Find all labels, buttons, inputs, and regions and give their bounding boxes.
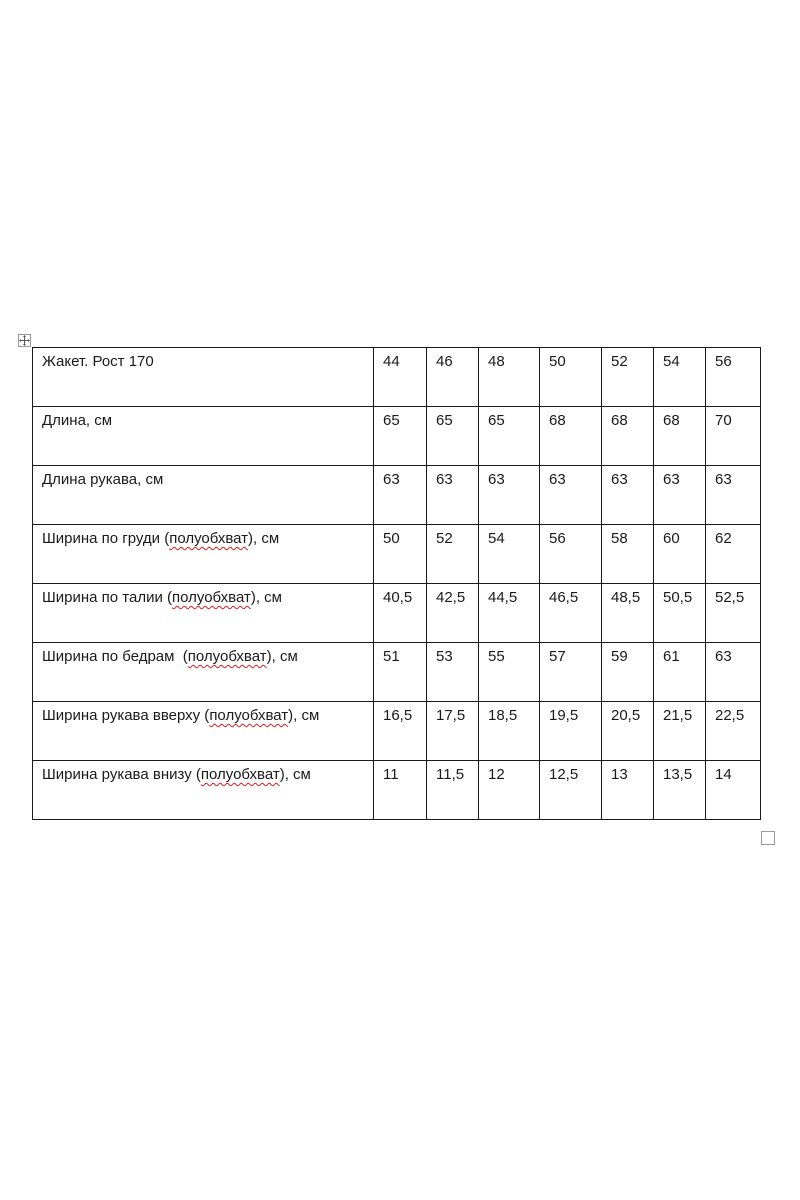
value-cell[interactable]: [479, 761, 540, 820]
value-cell[interactable]: [706, 761, 761, 820]
value-cell[interactable]: [427, 643, 479, 702]
row-label-cell[interactable]: [33, 702, 374, 761]
row-label-cell[interactable]: [33, 584, 374, 643]
row-label-pre: Ширина по талии (: [42, 589, 172, 606]
cell-value: 63: [715, 471, 732, 488]
cell-value: 52,5: [715, 589, 745, 606]
cell-value: 63: [488, 471, 505, 488]
cell-value: 54: [488, 530, 505, 547]
cell-value: 12,5: [549, 766, 579, 783]
row-label-cell[interactable]: [33, 466, 374, 525]
value-cell[interactable]: [602, 702, 654, 761]
value-cell[interactable]: [427, 584, 479, 643]
value-cell[interactable]: [654, 702, 706, 761]
value-cell[interactable]: [602, 584, 654, 643]
size-value: 46: [436, 353, 453, 370]
cell-value: 51: [383, 648, 400, 665]
move-arrows-icon: [19, 335, 30, 346]
value-cell[interactable]: [374, 525, 427, 584]
value-cell[interactable]: [540, 643, 602, 702]
value-cell[interactable]: [602, 466, 654, 525]
row-label-cell[interactable]: [33, 643, 374, 702]
value-cell[interactable]: [374, 761, 427, 820]
value-cell[interactable]: [540, 407, 602, 466]
size-value: 48: [488, 353, 505, 370]
cell-value: 12: [488, 766, 505, 783]
value-cell[interactable]: [654, 407, 706, 466]
cell-value: 65: [436, 412, 453, 429]
row-label-pre: Ширина по бедрам (: [42, 648, 188, 665]
value-cell[interactable]: [427, 407, 479, 466]
cell-value: 65: [383, 412, 400, 429]
cell-value: 65: [488, 412, 505, 429]
cell-value: 44,5: [488, 589, 518, 606]
cell-value: 16,5: [383, 707, 413, 724]
cell-value: 22,5: [715, 707, 745, 724]
cell-value: 63: [611, 471, 628, 488]
value-cell[interactable]: [706, 466, 761, 525]
value-cell[interactable]: [706, 584, 761, 643]
row-label: Длина, см: [42, 412, 113, 429]
value-cell[interactable]: [654, 584, 706, 643]
cell-value: 13,5: [663, 766, 693, 783]
cell-value: 70: [715, 412, 732, 429]
cell-value: 61: [663, 648, 680, 665]
value-cell[interactable]: [654, 466, 706, 525]
cell-value: 18,5: [488, 707, 518, 724]
spellcheck-word[interactable]: полуобхват: [172, 589, 251, 606]
value-cell[interactable]: [706, 643, 761, 702]
cell-value: 56: [549, 530, 566, 547]
value-cell[interactable]: [540, 584, 602, 643]
cell-value: 17,5: [436, 707, 466, 724]
value-cell[interactable]: [479, 643, 540, 702]
size-table: [32, 347, 761, 820]
value-cell[interactable]: [654, 643, 706, 702]
table-row: [33, 525, 761, 584]
cell-value: 63: [549, 471, 566, 488]
spellcheck-word[interactable]: полуобхват: [187, 648, 267, 665]
cell-value: 50: [383, 530, 400, 547]
value-cell[interactable]: [479, 407, 540, 466]
row-label-post: ), см: [279, 766, 311, 783]
row-label-pre: Ширина по груди (: [42, 530, 170, 547]
cell-value: 57: [549, 648, 566, 665]
cell-value: 68: [549, 412, 566, 429]
row-label-post: ), см: [250, 589, 282, 606]
size-cell[interactable]: [654, 348, 706, 407]
cell-value: 63: [436, 471, 453, 488]
row-label-cell[interactable]: [33, 525, 374, 584]
cell-value: 63: [715, 648, 732, 665]
value-cell[interactable]: [602, 407, 654, 466]
row-label-post: ), см: [288, 707, 320, 724]
table-row: [33, 466, 761, 525]
value-cell[interactable]: [654, 525, 706, 584]
cell-value: 68: [663, 412, 680, 429]
value-cell[interactable]: [706, 407, 761, 466]
cell-value: 68: [611, 412, 628, 429]
size-cell[interactable]: [706, 348, 761, 407]
row-label-post: ), см: [266, 648, 298, 665]
table-row: [33, 702, 761, 761]
cell-value: 11,5: [436, 766, 465, 783]
size-cell[interactable]: [602, 348, 654, 407]
cell-value: 53: [436, 648, 453, 665]
header-label-cell[interactable]: [33, 348, 374, 407]
spellcheck-word[interactable]: полуобхват: [169, 530, 249, 547]
cell-value: 63: [663, 471, 680, 488]
cell-value: 14: [715, 766, 732, 783]
spellcheck-word[interactable]: полуобхват: [200, 766, 280, 783]
cell-value: 60: [663, 530, 680, 547]
cell-value: 42,5: [436, 589, 466, 606]
cell-value: 50,5: [663, 589, 693, 606]
row-label-cell[interactable]: [33, 761, 374, 820]
value-cell[interactable]: [374, 643, 427, 702]
header-label: Жакет. Рост 170: [42, 353, 154, 370]
value-cell[interactable]: [706, 702, 761, 761]
value-cell[interactable]: [479, 702, 540, 761]
cell-value: 63: [383, 471, 400, 488]
cell-value: 11: [383, 766, 399, 783]
value-cell[interactable]: [374, 702, 427, 761]
cell-value: 48,5: [611, 589, 641, 606]
value-cell[interactable]: [706, 525, 761, 584]
value-cell[interactable]: [374, 584, 427, 643]
size-value: 44: [383, 353, 400, 370]
table-row: [33, 761, 761, 820]
spellcheck-word[interactable]: полуобхват: [209, 707, 289, 724]
table-row: [33, 584, 761, 643]
table-row: [33, 643, 761, 702]
cell-value: 52: [436, 530, 453, 547]
cell-value: 58: [611, 530, 628, 547]
table-resize-handle[interactable]: [761, 831, 775, 845]
size-cell[interactable]: [540, 348, 602, 407]
cell-value: 46,5: [549, 589, 579, 606]
value-cell[interactable]: [602, 525, 654, 584]
table-row: [33, 407, 761, 466]
table-move-handle[interactable]: [18, 334, 31, 347]
row-label-cell[interactable]: [33, 407, 374, 466]
row-label: Длина рукава, см: [42, 471, 164, 488]
value-cell[interactable]: [374, 466, 427, 525]
cell-value: 59: [611, 648, 628, 665]
value-cell[interactable]: [479, 466, 540, 525]
size-value: 56: [715, 353, 732, 370]
value-cell[interactable]: [602, 643, 654, 702]
size-value: 54: [663, 353, 680, 370]
cell-value: 19,5: [549, 707, 579, 724]
row-label-post: ), см: [248, 530, 280, 547]
size-cell[interactable]: [374, 348, 427, 407]
row-label-pre: Ширина рукава внизу (: [42, 766, 201, 783]
table-row-header: [33, 348, 761, 407]
size-value: 50: [549, 353, 566, 370]
value-cell[interactable]: [540, 525, 602, 584]
value-cell[interactable]: [479, 584, 540, 643]
cell-value: 55: [488, 648, 505, 665]
value-cell[interactable]: [654, 761, 706, 820]
size-value: 52: [611, 353, 628, 370]
value-cell[interactable]: [427, 466, 479, 525]
value-cell[interactable]: [374, 407, 427, 466]
size-cell[interactable]: [427, 348, 479, 407]
cell-value: 13: [611, 766, 628, 783]
value-cell[interactable]: [540, 761, 602, 820]
cell-value: 40,5: [383, 589, 413, 606]
value-cell[interactable]: [540, 702, 602, 761]
cell-value: 21,5: [663, 707, 693, 724]
row-label-pre: Ширина рукава вверху (: [42, 707, 210, 724]
value-cell[interactable]: [427, 525, 479, 584]
cell-value: 62: [715, 530, 732, 547]
size-cell[interactable]: [479, 348, 540, 407]
value-cell[interactable]: [427, 761, 479, 820]
value-cell[interactable]: [602, 761, 654, 820]
value-cell[interactable]: [479, 525, 540, 584]
value-cell[interactable]: [540, 466, 602, 525]
cell-value: 20,5: [611, 707, 641, 724]
value-cell[interactable]: [427, 702, 479, 761]
